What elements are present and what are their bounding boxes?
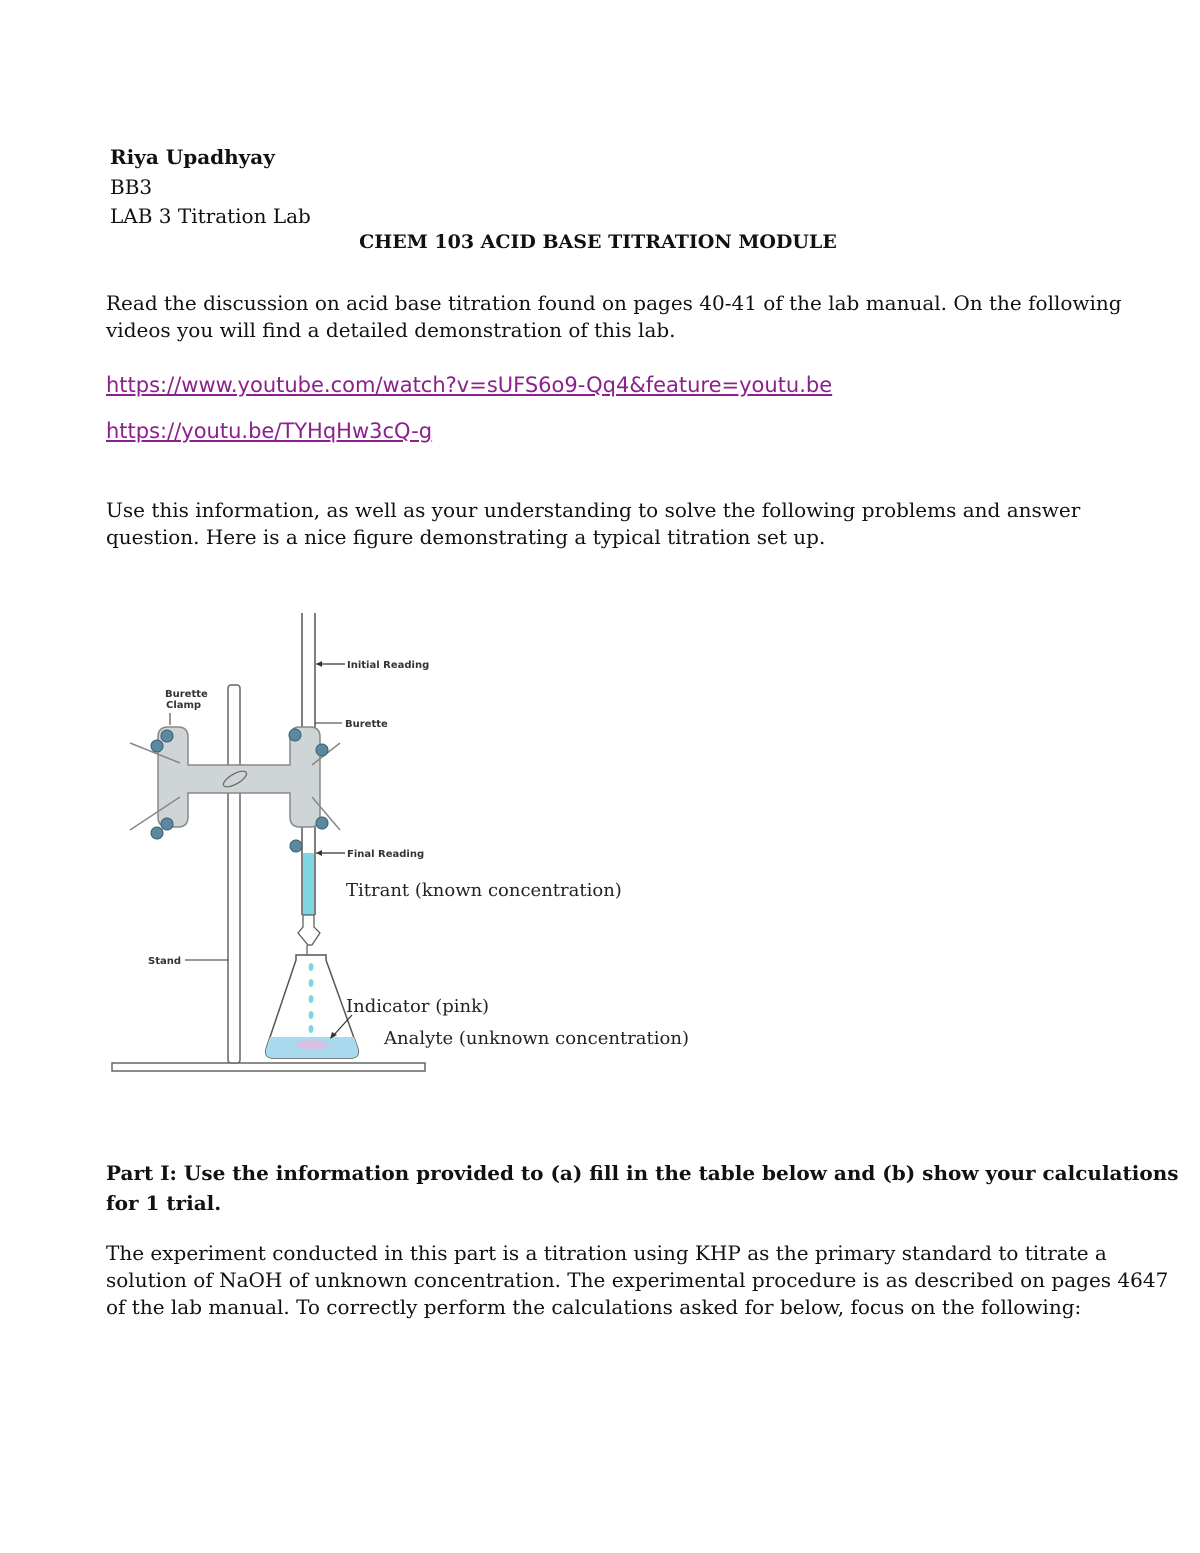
stopcock bbox=[298, 915, 320, 945]
part1-paragraph-line-1: The experiment conducted in this part is a titration using KHP as the primary standard to titrate a bbox=[106, 1241, 1107, 1265]
part1-paragraph-line-2: solution of NaOH of unknown concentration. The experimental procedure is as described on pages 4647 bbox=[106, 1268, 1169, 1292]
video-link-1[interactable]: https://www.youtube.com/watch?v=sUFS6o9-Qq4&feature=youtu.be bbox=[106, 373, 833, 397]
video-link-2[interactable]: https://youtu.be/TYHqHw3cQ-g bbox=[106, 419, 433, 443]
label-burette-clamp-1: Burette bbox=[165, 689, 208, 700]
section-label: BB3 bbox=[110, 175, 153, 199]
label-burette: Burette bbox=[345, 719, 388, 730]
stand-base bbox=[112, 1063, 425, 1071]
part1-heading-line-2: for 1 trial. bbox=[106, 1191, 222, 1215]
use-info-line-2: question. Here is a nice figure demonstrating a typical titration set up. bbox=[106, 525, 826, 549]
intro-line-2: videos you will find a detailed demonstration of this lab. bbox=[106, 318, 676, 342]
label-indicator: Indicator (pink) bbox=[346, 996, 490, 1017]
part1-heading-line-1: Part I: Use the information provided to (a) fill in the table below and (b) show your calculations bbox=[106, 1161, 1179, 1185]
label-final-reading: Final Reading bbox=[347, 849, 425, 860]
lab-label: LAB 3 Titration Lab bbox=[110, 204, 311, 228]
part1-paragraph-line-3: of the lab manual. To correctly perform the calculations asked for below, focus on the following: bbox=[106, 1295, 1082, 1319]
titration-figure bbox=[100, 605, 700, 1085]
intro-line-1: Read the discussion on acid base titration found on pages 40-41 of the lab manual. On the following bbox=[106, 291, 1122, 315]
student-name: Riya Upadhyay bbox=[110, 145, 275, 169]
label-titrant: Titrant (known concentration) bbox=[346, 880, 622, 901]
use-info-line-1: Use this information, as well as your understanding to solve the following problems and answer bbox=[106, 498, 1081, 522]
stand-rod bbox=[228, 685, 240, 1063]
label-analyte: Analyte (unknown concentration) bbox=[384, 1028, 689, 1049]
label-burette-clamp-2: Clamp bbox=[166, 700, 202, 711]
label-initial-reading: Initial Reading bbox=[347, 660, 430, 671]
titrant-liquid bbox=[303, 853, 314, 915]
page-title: CHEM 103 ACID BASE TITRATION MODULE bbox=[359, 231, 837, 253]
label-stand: Stand bbox=[148, 956, 182, 967]
